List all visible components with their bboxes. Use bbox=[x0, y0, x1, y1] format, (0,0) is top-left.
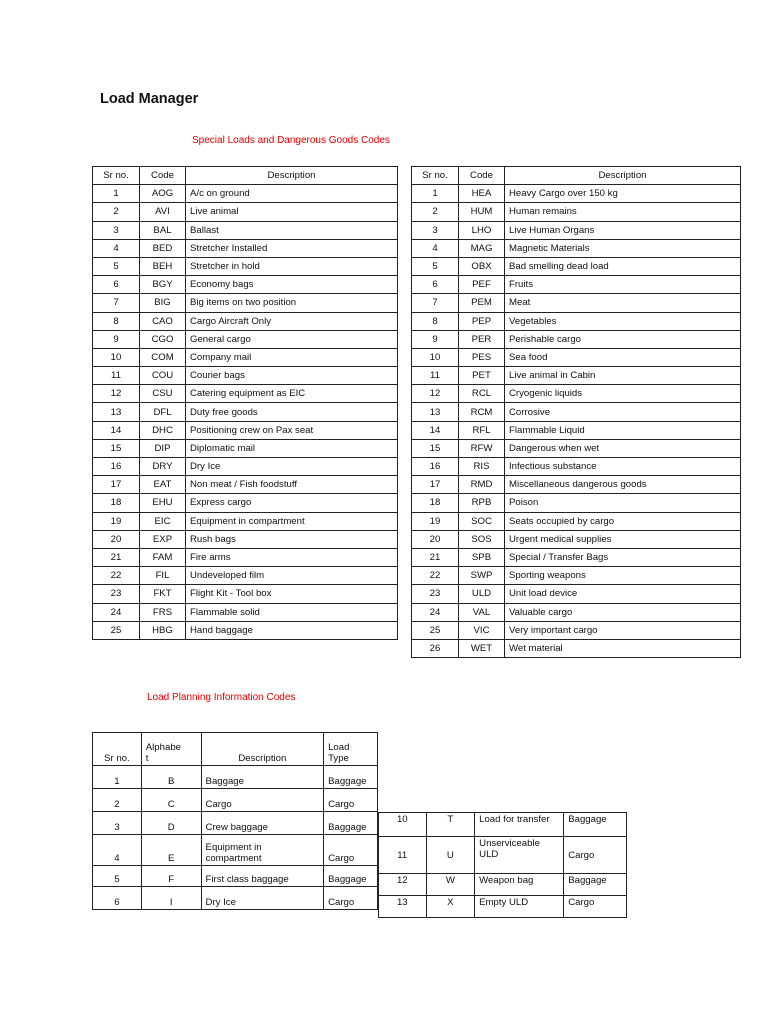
sr-no-cell: 12 bbox=[93, 385, 140, 403]
lp-description-line1: Load for transfer bbox=[479, 814, 550, 825]
table-row bbox=[412, 639, 741, 657]
table-row bbox=[412, 203, 741, 221]
description-cell: Unit load device bbox=[505, 585, 741, 603]
lp-alphabet-cell: T bbox=[426, 813, 475, 837]
sr-no-cell: 15 bbox=[412, 439, 459, 457]
table-row bbox=[412, 458, 741, 476]
code-cell: HBG bbox=[140, 621, 186, 639]
description-cell: Equipment in compartment bbox=[186, 512, 398, 530]
code-cell: VAL bbox=[459, 603, 505, 621]
description-cell: Human remains bbox=[505, 203, 741, 221]
header-description: Description bbox=[186, 167, 398, 185]
sr-no-cell: 21 bbox=[412, 548, 459, 566]
table-row bbox=[93, 548, 398, 566]
table-row bbox=[93, 239, 398, 257]
code-cell: PET bbox=[459, 367, 505, 385]
table-row bbox=[412, 385, 741, 403]
table-row bbox=[412, 276, 741, 294]
table-row bbox=[412, 585, 741, 603]
table-row bbox=[412, 567, 741, 585]
lp-alphabet-cell: W bbox=[426, 874, 475, 896]
code-cell: DHC bbox=[140, 421, 186, 439]
sr-no-cell: 1 bbox=[93, 185, 140, 203]
lp-description-cell bbox=[201, 812, 324, 835]
description-cell: Flight Kit - Tool box bbox=[186, 585, 398, 603]
lp-load-type-cell: Baggage bbox=[324, 866, 378, 887]
code-cell: PEF bbox=[459, 276, 505, 294]
lp-description-cell bbox=[475, 837, 564, 874]
table-row bbox=[93, 789, 378, 812]
description-cell: Cryogenic liquids bbox=[505, 385, 741, 403]
lp-sr-no-cell: 6 bbox=[93, 887, 142, 910]
table-row bbox=[93, 567, 398, 585]
header-code: Code bbox=[140, 167, 186, 185]
lp-header-type-line1: Load bbox=[328, 742, 350, 753]
table-row bbox=[93, 276, 398, 294]
sr-no-cell: 19 bbox=[412, 512, 459, 530]
load-planning-heading: Load Planning Information Codes bbox=[147, 692, 296, 703]
table-row bbox=[93, 294, 398, 312]
lp-description-line1: Baggage bbox=[205, 776, 244, 787]
sr-no-cell: 10 bbox=[93, 348, 140, 366]
lp-load-type-cell: Baggage bbox=[564, 874, 627, 896]
header-sr-no: Sr no. bbox=[412, 167, 459, 185]
lp-alphabet-cell: F bbox=[141, 866, 201, 887]
sr-no-cell: 7 bbox=[93, 294, 140, 312]
lp-description-line1: Weapon bag bbox=[479, 875, 534, 886]
code-cell: PEM bbox=[459, 294, 505, 312]
sr-no-cell: 18 bbox=[412, 494, 459, 512]
lp-description-line1: Empty ULD bbox=[479, 897, 529, 908]
lp-description-cell bbox=[475, 813, 564, 837]
sr-no-cell: 6 bbox=[412, 276, 459, 294]
description-cell: Duty free goods bbox=[186, 403, 398, 421]
description-cell: Economy bags bbox=[186, 276, 398, 294]
lp-alphabet-cell: D bbox=[141, 812, 201, 835]
lp-load-type-cell: Cargo bbox=[324, 789, 378, 812]
lp-description-line1: First class baggage bbox=[205, 874, 289, 885]
code-cell: AOG bbox=[140, 185, 186, 203]
description-cell: Heavy Cargo over 150 kg bbox=[505, 185, 741, 203]
table-row bbox=[93, 385, 398, 403]
lp-description-cell bbox=[201, 789, 324, 812]
description-cell: Company mail bbox=[186, 348, 398, 366]
sr-no-cell: 16 bbox=[93, 458, 140, 476]
page-title: Load Manager bbox=[100, 91, 199, 107]
description-cell: Poison bbox=[505, 494, 741, 512]
description-cell: Ballast bbox=[186, 221, 398, 239]
lp-load-type-cell: Cargo bbox=[564, 896, 627, 918]
lp-description-line1: Equipment in bbox=[205, 842, 262, 853]
code-cell: RFL bbox=[459, 421, 505, 439]
description-cell: Fruits bbox=[505, 276, 741, 294]
description-cell: Vegetables bbox=[505, 312, 741, 330]
sr-no-cell: 8 bbox=[93, 312, 140, 330]
description-cell: Sporting weapons bbox=[505, 567, 741, 585]
description-cell: Seats occupied by cargo bbox=[505, 512, 741, 530]
table-row bbox=[93, 403, 398, 421]
code-cell: OBX bbox=[459, 257, 505, 275]
code-cell: DFL bbox=[140, 403, 186, 421]
description-cell: Very important cargo bbox=[505, 621, 741, 639]
sr-no-cell: 4 bbox=[93, 239, 140, 257]
code-cell: SOS bbox=[459, 530, 505, 548]
sr-no-cell: 24 bbox=[412, 603, 459, 621]
code-cell: BIG bbox=[140, 294, 186, 312]
table-row bbox=[93, 835, 378, 866]
description-cell: Wet material bbox=[505, 639, 741, 657]
code-cell: PER bbox=[459, 330, 505, 348]
table-row bbox=[93, 221, 398, 239]
sr-no-cell: 11 bbox=[93, 367, 140, 385]
sr-no-cell: 15 bbox=[93, 439, 140, 457]
sr-no-cell: 2 bbox=[412, 203, 459, 221]
special-codes-table-right bbox=[411, 166, 741, 658]
table-row bbox=[93, 330, 398, 348]
sr-no-cell: 21 bbox=[93, 548, 140, 566]
code-cell: FKT bbox=[140, 585, 186, 603]
lp-sr-no-cell: 12 bbox=[379, 874, 427, 896]
description-cell: Magnetic Materials bbox=[505, 239, 741, 257]
lp-alphabet-cell: E bbox=[141, 835, 201, 866]
lp-alphabet-cell: X bbox=[426, 896, 475, 918]
table-row bbox=[412, 603, 741, 621]
description-cell: Rush bags bbox=[186, 530, 398, 548]
lp-description-cell bbox=[201, 835, 324, 866]
table-row bbox=[93, 367, 398, 385]
description-cell: Perishable cargo bbox=[505, 330, 741, 348]
description-cell: Catering equipment as EIC bbox=[186, 385, 398, 403]
load-planning-table-continued bbox=[378, 812, 627, 918]
description-cell: Positioning crew on Pax seat bbox=[186, 421, 398, 439]
table-row bbox=[93, 585, 398, 603]
code-cell: RCL bbox=[459, 385, 505, 403]
sr-no-cell: 17 bbox=[93, 476, 140, 494]
sr-no-cell: 14 bbox=[93, 421, 140, 439]
code-cell: SPB bbox=[459, 548, 505, 566]
lp-sr-no-cell: 2 bbox=[93, 789, 142, 812]
description-cell: Stretcher in hold bbox=[186, 257, 398, 275]
lp-description-cell bbox=[475, 896, 564, 918]
code-cell: DIP bbox=[140, 439, 186, 457]
table-row bbox=[412, 548, 741, 566]
table-row bbox=[412, 367, 741, 385]
sr-no-cell: 25 bbox=[93, 621, 140, 639]
table-row bbox=[379, 813, 627, 837]
table-row bbox=[93, 512, 398, 530]
sr-no-cell: 25 bbox=[412, 621, 459, 639]
lp-sr-no-cell: 1 bbox=[93, 766, 142, 789]
special-loads-heading: Special Loads and Dangerous Goods Codes bbox=[192, 135, 390, 146]
description-cell: Valuable cargo bbox=[505, 603, 741, 621]
sr-no-cell: 26 bbox=[412, 639, 459, 657]
sr-no-cell: 2 bbox=[93, 203, 140, 221]
description-cell: General cargo bbox=[186, 330, 398, 348]
table-row bbox=[93, 439, 398, 457]
sr-no-cell: 23 bbox=[93, 585, 140, 603]
lp-description-line2: compartment bbox=[205, 853, 262, 864]
table-row bbox=[412, 421, 741, 439]
description-cell: A/c on ground bbox=[186, 185, 398, 203]
table-row bbox=[412, 185, 741, 203]
table-row bbox=[412, 221, 741, 239]
description-cell: Express cargo bbox=[186, 494, 398, 512]
table-row bbox=[412, 257, 741, 275]
description-cell: Fire arms bbox=[186, 548, 398, 566]
code-cell: RPB bbox=[459, 494, 505, 512]
sr-no-cell: 24 bbox=[93, 603, 140, 621]
table-row bbox=[93, 603, 398, 621]
lp-sr-no-cell: 4 bbox=[93, 835, 142, 866]
lp-header-type-line2: Type bbox=[328, 753, 349, 764]
code-cell: LHO bbox=[459, 221, 505, 239]
table-row bbox=[412, 439, 741, 457]
table-row bbox=[93, 458, 398, 476]
code-cell: VIC bbox=[459, 621, 505, 639]
code-cell: BGY bbox=[140, 276, 186, 294]
sr-no-cell: 19 bbox=[93, 512, 140, 530]
table-row bbox=[412, 239, 741, 257]
table-row bbox=[412, 476, 741, 494]
table-row bbox=[379, 896, 627, 918]
sr-no-cell: 4 bbox=[412, 239, 459, 257]
table-row bbox=[379, 837, 627, 874]
description-cell: Undeveloped film bbox=[186, 567, 398, 585]
description-cell: Corrosive bbox=[505, 403, 741, 421]
load-planning-table bbox=[92, 732, 378, 910]
code-cell: MAG bbox=[459, 239, 505, 257]
lp-description-cell bbox=[201, 766, 324, 789]
code-cell: FAM bbox=[140, 548, 186, 566]
sr-no-cell: 13 bbox=[93, 403, 140, 421]
sr-no-cell: 7 bbox=[412, 294, 459, 312]
lp-description-line1: Unserviceable bbox=[479, 838, 540, 849]
table-row bbox=[93, 766, 378, 789]
lp-load-type-cell: Baggage bbox=[324, 812, 378, 835]
lp-description-cell bbox=[201, 866, 324, 887]
code-cell: AVI bbox=[140, 203, 186, 221]
table-row bbox=[93, 812, 378, 835]
sr-no-cell: 6 bbox=[93, 276, 140, 294]
lp-header-description: Description bbox=[201, 733, 324, 766]
lp-alphabet-cell: B bbox=[141, 766, 201, 789]
lp-sr-no-cell: 3 bbox=[93, 812, 142, 835]
sr-no-cell: 3 bbox=[412, 221, 459, 239]
sr-no-cell: 10 bbox=[412, 348, 459, 366]
sr-no-cell: 22 bbox=[412, 567, 459, 585]
description-cell: Flammable solid bbox=[186, 603, 398, 621]
description-cell: Flammable Liquid bbox=[505, 421, 741, 439]
code-cell: CSU bbox=[140, 385, 186, 403]
code-cell: RCM bbox=[459, 403, 505, 421]
description-cell: Live animal in Cabin bbox=[505, 367, 741, 385]
lp-description-cell bbox=[475, 874, 564, 896]
table-row bbox=[412, 494, 741, 512]
description-cell: Live Human Organs bbox=[505, 221, 741, 239]
lp-sr-no-cell: 11 bbox=[379, 837, 427, 874]
lp-sr-no-cell: 5 bbox=[93, 866, 142, 887]
code-cell: BAL bbox=[140, 221, 186, 239]
table-row bbox=[93, 421, 398, 439]
table-header-row bbox=[412, 167, 741, 185]
code-cell: SWP bbox=[459, 567, 505, 585]
code-cell: SOC bbox=[459, 512, 505, 530]
description-cell: Miscellaneous dangerous goods bbox=[505, 476, 741, 494]
description-cell: Dry Ice bbox=[186, 458, 398, 476]
header-sr-no: Sr no. bbox=[93, 167, 140, 185]
table-row bbox=[93, 257, 398, 275]
lp-load-type-cell: Baggage bbox=[564, 813, 627, 837]
code-cell: WET bbox=[459, 639, 505, 657]
code-cell: EAT bbox=[140, 476, 186, 494]
table-row bbox=[412, 403, 741, 421]
lp-load-type-cell: Cargo bbox=[324, 887, 378, 910]
code-cell: BEH bbox=[140, 257, 186, 275]
lp-load-type-cell: Cargo bbox=[324, 835, 378, 866]
sr-no-cell: 23 bbox=[412, 585, 459, 603]
description-cell: Cargo Aircraft Only bbox=[186, 312, 398, 330]
table-row bbox=[412, 621, 741, 639]
table-row bbox=[93, 203, 398, 221]
code-cell: PEP bbox=[459, 312, 505, 330]
code-cell: EXP bbox=[140, 530, 186, 548]
table-row bbox=[93, 312, 398, 330]
code-cell: CGO bbox=[140, 330, 186, 348]
table-row bbox=[412, 530, 741, 548]
sr-no-cell: 5 bbox=[93, 257, 140, 275]
table-row bbox=[93, 621, 398, 639]
sr-no-cell: 20 bbox=[412, 530, 459, 548]
lp-header-sr-no: Sr no. bbox=[93, 733, 142, 766]
description-cell: Urgent medical supplies bbox=[505, 530, 741, 548]
description-cell: Big items on two position bbox=[186, 294, 398, 312]
table-header-row bbox=[93, 733, 378, 766]
code-cell: RFW bbox=[459, 439, 505, 457]
code-cell: EIC bbox=[140, 512, 186, 530]
sr-no-cell: 18 bbox=[93, 494, 140, 512]
description-cell: Non meat / Fish foodstuff bbox=[186, 476, 398, 494]
code-cell: BED bbox=[140, 239, 186, 257]
sr-no-cell: 13 bbox=[412, 403, 459, 421]
code-cell: RIS bbox=[459, 458, 505, 476]
lp-description-line1: Dry Ice bbox=[205, 897, 236, 908]
table-row bbox=[412, 312, 741, 330]
sr-no-cell: 20 bbox=[93, 530, 140, 548]
sr-no-cell: 16 bbox=[412, 458, 459, 476]
description-cell: Infectious substance bbox=[505, 458, 741, 476]
lp-sr-no-cell: 13 bbox=[379, 896, 427, 918]
lp-description-line1: Cargo bbox=[205, 799, 232, 810]
table-row bbox=[412, 512, 741, 530]
table-row bbox=[93, 348, 398, 366]
table-row bbox=[93, 476, 398, 494]
description-cell: Dangerous when wet bbox=[505, 439, 741, 457]
sr-no-cell: 14 bbox=[412, 421, 459, 439]
table-row bbox=[93, 494, 398, 512]
description-cell: Meat bbox=[505, 294, 741, 312]
lp-header-alphabet bbox=[141, 733, 201, 766]
code-cell: RMD bbox=[459, 476, 505, 494]
lp-description-line2: ULD bbox=[479, 849, 499, 860]
table-row bbox=[93, 530, 398, 548]
table-row bbox=[412, 348, 741, 366]
table-row bbox=[412, 330, 741, 348]
code-cell: HEA bbox=[459, 185, 505, 203]
sr-no-cell: 5 bbox=[412, 257, 459, 275]
code-cell: FIL bbox=[140, 567, 186, 585]
code-cell: HUM bbox=[459, 203, 505, 221]
code-cell: ULD bbox=[459, 585, 505, 603]
sr-no-cell: 22 bbox=[93, 567, 140, 585]
code-cell: DRY bbox=[140, 458, 186, 476]
lp-header-load-type bbox=[324, 733, 378, 766]
lp-header-alphabet-line2: t bbox=[145, 753, 149, 764]
table-header-row bbox=[93, 167, 398, 185]
table-row bbox=[93, 185, 398, 203]
description-cell: Bad smelling dead load bbox=[505, 257, 741, 275]
code-cell: COM bbox=[140, 348, 186, 366]
sr-no-cell: 12 bbox=[412, 385, 459, 403]
lp-alphabet-cell: U bbox=[426, 837, 475, 874]
sr-no-cell: 1 bbox=[412, 185, 459, 203]
lp-alphabet-cell: C bbox=[141, 789, 201, 812]
table-row bbox=[93, 866, 378, 887]
sr-no-cell: 3 bbox=[93, 221, 140, 239]
lp-alphabet-cell: I bbox=[141, 887, 201, 910]
sr-no-cell: 9 bbox=[412, 330, 459, 348]
sr-no-cell: 9 bbox=[93, 330, 140, 348]
lp-header-alphabet-line1: Alphabe bbox=[145, 742, 181, 753]
lp-sr-no-cell: 10 bbox=[379, 813, 427, 837]
description-cell: Live animal bbox=[186, 203, 398, 221]
table-row bbox=[93, 887, 378, 910]
description-cell: Stretcher Installed bbox=[186, 239, 398, 257]
sr-no-cell: 11 bbox=[412, 367, 459, 385]
code-cell: EHU bbox=[140, 494, 186, 512]
lp-description-cell bbox=[201, 887, 324, 910]
description-cell: Diplomatic mail bbox=[186, 439, 398, 457]
table-row bbox=[379, 874, 627, 896]
table-row bbox=[412, 294, 741, 312]
description-cell: Hand baggage bbox=[186, 621, 398, 639]
lp-load-type-cell: Baggage bbox=[324, 766, 378, 789]
code-cell: PES bbox=[459, 348, 505, 366]
description-cell: Courier bags bbox=[186, 367, 398, 385]
header-description: Description bbox=[505, 167, 741, 185]
code-cell: CAO bbox=[140, 312, 186, 330]
lp-load-type-cell: Cargo bbox=[564, 837, 627, 874]
code-cell: FRS bbox=[140, 603, 186, 621]
description-cell: Special / Transfer Bags bbox=[505, 548, 741, 566]
special-codes-table-left bbox=[92, 166, 398, 640]
lp-description-line1: Crew baggage bbox=[205, 822, 268, 833]
code-cell: COU bbox=[140, 367, 186, 385]
header-code: Code bbox=[459, 167, 505, 185]
sr-no-cell: 17 bbox=[412, 476, 459, 494]
sr-no-cell: 8 bbox=[412, 312, 459, 330]
description-cell: Sea food bbox=[505, 348, 741, 366]
